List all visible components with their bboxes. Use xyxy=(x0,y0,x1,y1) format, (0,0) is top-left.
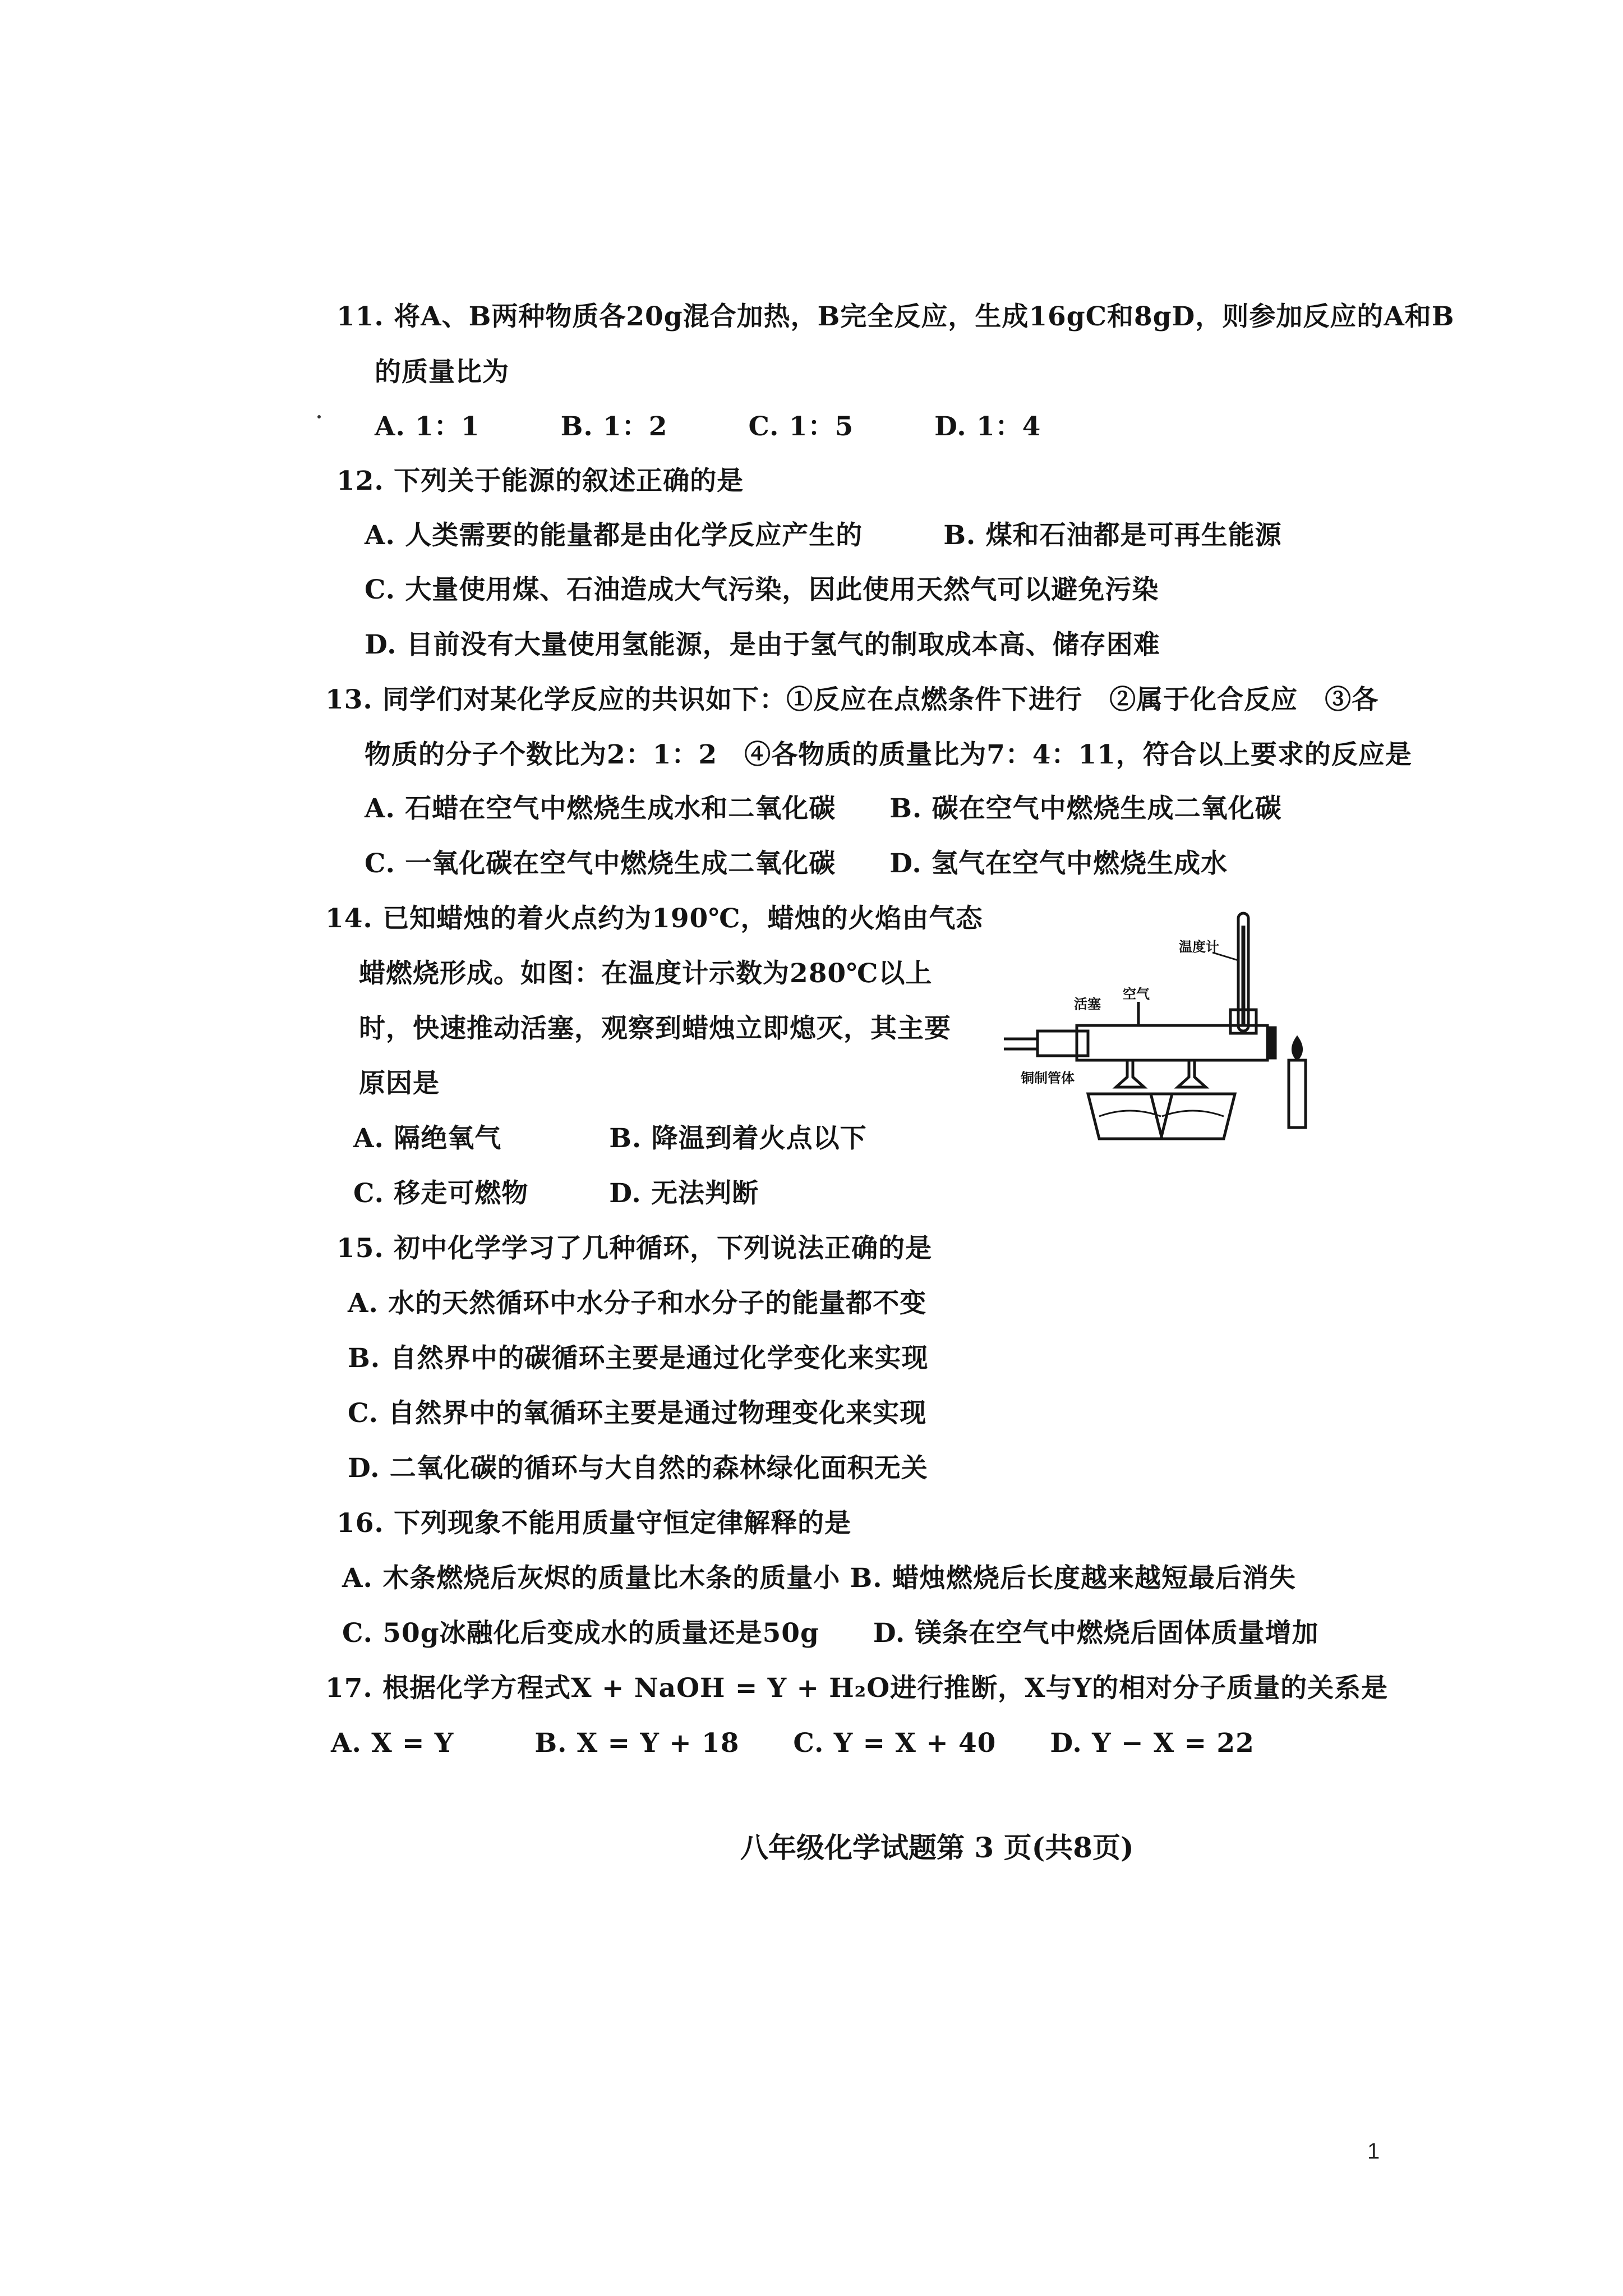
question-11-stem-line-2: 的质量比为 xyxy=(375,357,509,388)
question-15-option-line-4: D. 二氧化碳的循环与大自然的森林绿化面积无关 xyxy=(348,1453,928,1484)
question-15-stem: 15. 初中化学学习了几种循环，下列说法正确的是 xyxy=(336,1233,933,1264)
question-17-options: A. X = Y B. X = Y + 18 C. Y = X + 40 D. Y − X = 22 xyxy=(331,1728,1255,1759)
question-13-stem-line-1: 13. 同学们对某化学反应的共识如下：①反应在点燃条件下进行 ②属于化合反应 ③各 xyxy=(325,684,1379,715)
piston xyxy=(1038,1031,1088,1056)
question-16-option-line-2: C. 50g冰融化后变成水的质量还是50g D. 镁条在空气中燃烧后固体质量增加 xyxy=(342,1618,1319,1649)
question-15-option-line-2: B. 自然界中的碳循环主要是通过化学变化来实现 xyxy=(348,1343,929,1374)
question-13-option-line-2: C. 一氧化碳在空气中燃烧生成二氧化碳 D. 氢气在空气中燃烧生成水 xyxy=(365,848,1228,879)
question-14-stem-line-3: 时，快速推动活塞，观察到蜡烛立即熄灭，其主要 xyxy=(359,1013,951,1044)
candle-apparatus-figure xyxy=(1004,909,1318,1178)
question-14-stem-line-1: 14. 已知蜡烛的着火点约为190℃，蜡烛的火焰由气态 xyxy=(325,903,983,934)
question-14-stem-line-4: 原因是 xyxy=(359,1068,440,1099)
question-17-stem: 17. 根据化学方程式X + NaOH = Y + H₂O进行推断，X与Y的相对分子质量的关系是 xyxy=(325,1673,1389,1704)
label-thermometer: 温度计 xyxy=(1179,939,1219,955)
lamp-neck-right xyxy=(1178,1060,1206,1087)
scan-speck xyxy=(317,415,321,418)
lamp-neck-left xyxy=(1116,1060,1144,1087)
candle-flame-icon xyxy=(1293,1038,1302,1059)
candle xyxy=(1289,1060,1306,1128)
question-11-stem-line-1: 11. 将A、B两种物质各20g混合加热，B完全反应，生成16gC和8gD，则参加反应的A和B xyxy=(336,301,1455,332)
question-16-stem: 16. 下列现象不能用质量守恒定律解释的是 xyxy=(336,1508,852,1539)
question-14-option-line-2: C. 移走可燃物 D. 无法判断 xyxy=(353,1178,759,1209)
question-15-option-line-1: A. 水的天然循环中水分子和水分子的能量都不变 xyxy=(348,1288,927,1319)
label-copper-tube: 铜制管体 xyxy=(1021,1070,1075,1086)
page-footer: 八年级化学试题第 3 页(共8页) xyxy=(740,1831,1134,1864)
label-air: 空气 xyxy=(1123,986,1150,1002)
question-12-stem: 12. 下列关于能源的叙述正确的是 xyxy=(336,466,744,496)
lamp-liquid-left xyxy=(1099,1111,1161,1116)
question-13-stem-line-2: 物质的分子个数比为2：1：2 ④各物质的质量比为7：4：11，符合以上要求的反应是 xyxy=(365,739,1412,770)
question-16-option-line-1: A. 木条燃烧后灰烬的质量比木条的质量小 B. 蜡烛燃烧后长度越来越短最后消失 xyxy=(342,1563,1297,1594)
copper-tube xyxy=(1077,1025,1267,1060)
question-13-option-line-1: A. 石蜡在空气中燃烧生成水和二氧化碳 B. 碳在空气中燃烧生成二氧化碳 xyxy=(365,793,1282,824)
question-12-option-line-3: D. 目前没有大量使用氢能源，是由于氢气的制取成本高、储存困难 xyxy=(365,629,1160,660)
question-12-option-line-2: C. 大量使用煤、石油造成大气污染，因此使用天然气可以避免污染 xyxy=(365,574,1159,605)
lamp-liquid-right xyxy=(1162,1111,1224,1116)
question-12-option-line-1: A. 人类需要的能量都是由化学反应产生的 B. 煤和石油都是可再生能源 xyxy=(365,520,1282,551)
question-11-options: A. 1：1 B. 1：2 C. 1：5 D. 1：4 xyxy=(375,411,1041,442)
label-piston: 活塞 xyxy=(1074,996,1101,1012)
tube-end-cap xyxy=(1267,1028,1275,1058)
question-15-option-line-3: C. 自然界中的氧循环主要是通过物理变化来实现 xyxy=(348,1398,927,1429)
page-number: 1 xyxy=(1367,2139,1380,2164)
question-14-option-line-1: A. 隔绝氧气 B. 降温到着火点以下 xyxy=(353,1123,867,1154)
question-14-stem-line-2: 蜡燃烧形成。如图：在温度计示数为280℃以上 xyxy=(359,958,933,989)
